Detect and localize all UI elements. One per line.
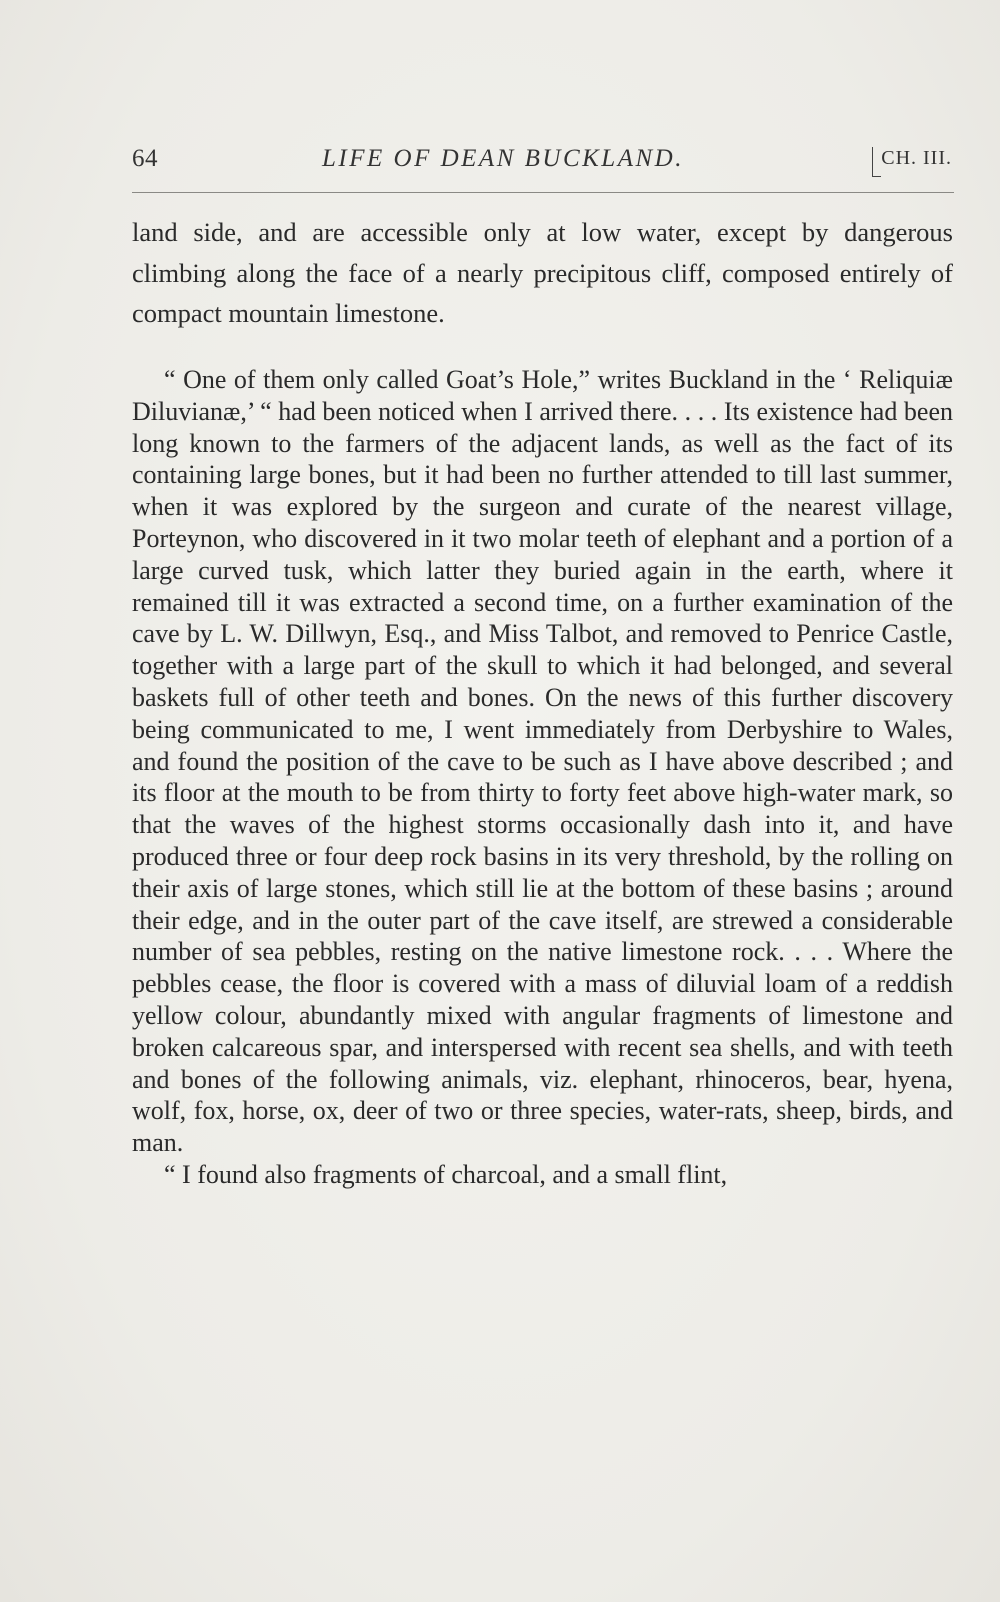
header-rule — [132, 192, 954, 193]
lead-paragraph-block — [132, 212, 953, 334]
page-header — [132, 145, 952, 185]
running-title: LIFE OF DEAN BUCKLAND. — [322, 145, 684, 172]
final-paragraph: “ I found also fragments of charcoal, and a small flint, — [164, 1159, 728, 1189]
quote-paragraph: “ One of them only called Goat’s Hole,” writes Buckland in the ‘ Reliquiæ Diluvianæ,’ “ had been noticed when I arrived there. . . . Its existence had been long known to the farmers of the adjacent lands, as well as the fact of its containing large bones, but it had been no further attended to till last summer, when it was explored by the surgeon and curate of the nearest village, Porteynon, who discovered in it two molar teeth of elephant and a portion of a large curved tusk, which latter they buried again in the earth, where it remained till it was extracted a second time, on a further examination of the cave by L. W. Dillwyn, Esq., and Miss Talbot, and removed to Penrice Castle, together with a large part of the skull to which it had belonged, and several baskets full of other teeth and bones. On the news of this further discovery being communicated to me, I went immediately from Derbyshire to Wales, and found the position of the cave to be such as I have above described ; and its floor at the mouth to be from thirty to forty feet above high-water mark, so that the waves of the highest storms occasionally dash into it, and have produced three or four deep rock basins in its very threshold, by the rolling on their axis of large stones, which still lie at the bottom of these basins ; around their edge, and in the outer part of the cave itself, are strewed a considerable number of sea pebbles, resting on the native limestone rock. . . . Where the pebbles cease, the floor is covered with a mass of diluvial loam of a reddish yellow colour, abundantly mixed with angular fragments of limestone and broken calcareous spar, and interspersed with recent sea shells, and with teeth and bones of the following animals, viz. elephant, rhinoceros, bear, hyena, wolf, fox, horse, ox, deer of two or three species, water-rats, sheep, birds, and man. — [132, 365, 953, 1158]
chapter-reference: CH. III. — [872, 147, 952, 177]
page-number: 64 — [132, 145, 158, 172]
quotation-block — [132, 364, 953, 1191]
lead-paragraph: land side, and are accessible only at low water, except by dangerous climbing along the face of a nearly precipitous cliff, composed entirely of compact mountain limestone. — [132, 217, 953, 328]
